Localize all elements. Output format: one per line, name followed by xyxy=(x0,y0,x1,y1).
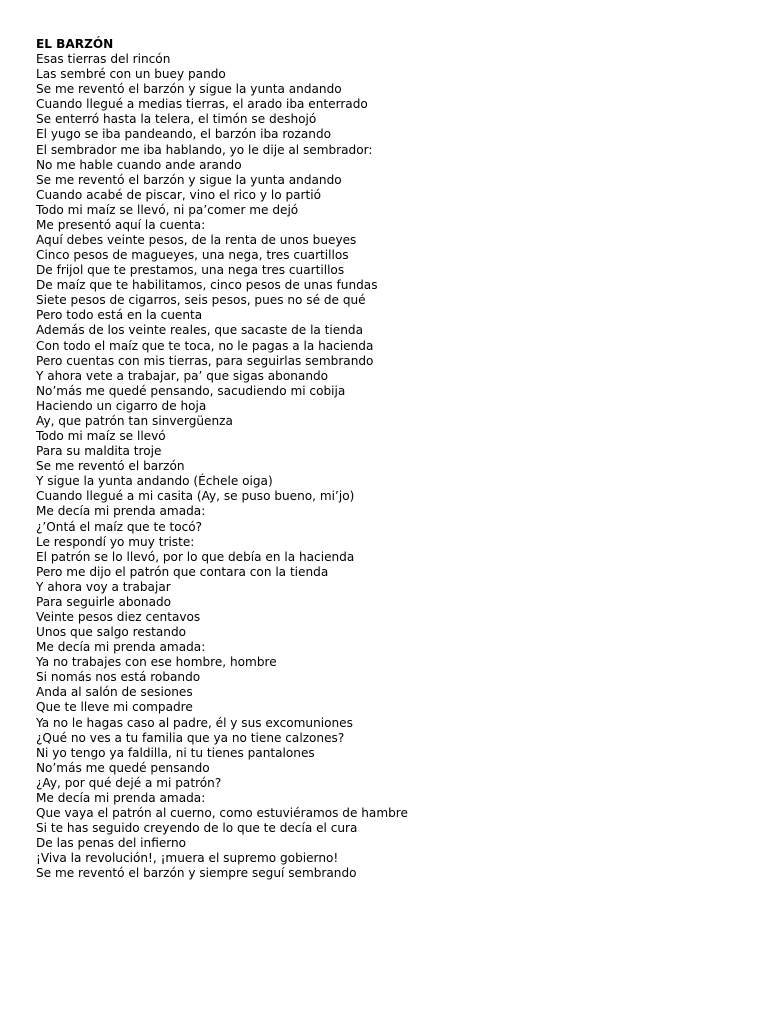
lyric-line: ¿Ay, por qué dejé a mi patrón? xyxy=(36,775,222,790)
document-page xyxy=(36,37,736,881)
lyric-line: Y sigue la yunta andando (Échele oiga) xyxy=(36,474,273,489)
lyric-line: Todo mi maíz se llevó xyxy=(36,429,166,444)
lyric-line: Me decía mi prenda amada: xyxy=(36,504,206,519)
lyric-line: Ya no le hagas caso al padre, él y sus excomuniones xyxy=(36,715,353,730)
lyric-line: De maíz que te habilitamos, cinco pesos de unas fundas xyxy=(36,278,378,293)
lyrics-list xyxy=(36,52,736,881)
lyric-line: ¿’Ontá el maíz que te tocó? xyxy=(36,519,203,534)
lyric-line: No’más me quedé pensando, sacudiendo mi cobija xyxy=(36,383,346,398)
lyric-line: Cuando acabé de piscar, vino el rico y lo partió xyxy=(36,187,322,202)
lyric-line: Me decía mi prenda amada: xyxy=(36,790,206,805)
lyric-line: Pero todo está en la cuenta xyxy=(36,308,203,323)
lyric-line: ¿Qué no ves a tu familia que ya no tiene calzones? xyxy=(36,730,345,745)
lyric-line: Todo mi maíz se llevó, ni pa’comer me dejó xyxy=(36,202,299,217)
lyric-line: Se me reventó el barzón y siempre seguí sembrando xyxy=(36,866,357,881)
lyric-line: Ay, que patrón tan sinvergüenza xyxy=(36,413,233,428)
lyric-line: Que vaya el patrón al cuerno, como estuviéramos de hambre xyxy=(36,805,408,820)
lyric-line: Anda al salón de sesiones xyxy=(36,685,193,700)
lyric-line: Pero cuentas con mis tierras, para seguirlas sembrando xyxy=(36,353,374,368)
lyric-line: Se enterró hasta la telera, el timón se deshojó xyxy=(36,112,317,127)
lyric-line: Esas tierras del rincón xyxy=(36,52,171,67)
lyric-line: El yugo se iba pandeando, el barzón iba rozando xyxy=(36,127,332,142)
lyric-line: De las penas del infierno xyxy=(36,836,187,851)
lyric-line: Para seguirle abonado xyxy=(36,594,172,609)
lyric-line: Con todo el maíz que te toca, no le pagas a la hacienda xyxy=(36,338,374,353)
lyric-line: Que te lleve mi compadre xyxy=(36,700,193,715)
lyric-line: Veinte pesos diez centavos xyxy=(36,609,201,624)
lyric-line: Y ahora vete a trabajar, pa’ que sigas abonando xyxy=(36,368,329,383)
lyric-line: Cuando llegué a mi casita (Ay, se puso bueno, mi’jo) xyxy=(36,489,355,504)
lyric-line: No me hable cuando ande arando xyxy=(36,157,242,172)
lyric-line: Me decía mi prenda amada: xyxy=(36,640,206,655)
lyric-line: Si nomás nos está robando xyxy=(36,670,201,685)
lyric-line: ¡Viva la revolución!, ¡muera el supremo gobierno! xyxy=(36,851,339,866)
lyric-line: Le respondí yo muy triste: xyxy=(36,534,195,549)
lyric-line: Cuando llegué a medias tierras, el arado iba enterrado xyxy=(36,97,368,112)
lyric-line: Las sembré con un buey pando xyxy=(36,67,226,82)
lyric-line: Ni yo tengo ya faldilla, ni tu tienes pantalones xyxy=(36,745,315,760)
lyric-line: Haciendo un cigarro de hoja xyxy=(36,398,207,413)
lyric-line: Siete pesos de cigarros, seis pesos, pues no sé de qué xyxy=(36,293,366,308)
lyric-line: El patrón se lo llevó, por lo que debía en la hacienda xyxy=(36,549,355,564)
lyric-line: Se me reventó el barzón xyxy=(36,459,185,474)
lyric-line: De frijol que te prestamos, una nega tres cuartillos xyxy=(36,263,345,278)
lyric-line: Y ahora voy a trabajar xyxy=(36,579,171,594)
lyric-line: Unos que salgo restando xyxy=(36,625,187,640)
lyric-line: Se me reventó el barzón y sigue la yunta andando xyxy=(36,82,342,97)
lyric-line: Me presentó aquí la cuenta: xyxy=(36,217,206,232)
lyric-line: Para su maldita troje xyxy=(36,444,162,459)
lyric-line: Cinco pesos de magueyes, una nega, tres cuartillos xyxy=(36,248,349,263)
lyric-line: Si te has seguido creyendo de lo que te decía el cura xyxy=(36,821,358,836)
lyric-line: No’más me quedé pensando xyxy=(36,760,210,775)
lyric-line: Pero me dijo el patrón que contara con la tienda xyxy=(36,564,329,579)
document-title: EL BARZÓN xyxy=(36,37,114,51)
lyric-line: Además de los veinte reales, que sacaste de la tienda xyxy=(36,323,363,338)
lyric-line: El sembrador me iba hablando, yo le dije al sembrador: xyxy=(36,142,373,157)
lyric-line: Se me reventó el barzón y sigue la yunta andando xyxy=(36,172,342,187)
lyric-line: Ya no trabajes con ese hombre, hombre xyxy=(36,655,277,670)
lyric-line: Aquí debes veinte pesos, de la renta de unos bueyes xyxy=(36,233,357,248)
